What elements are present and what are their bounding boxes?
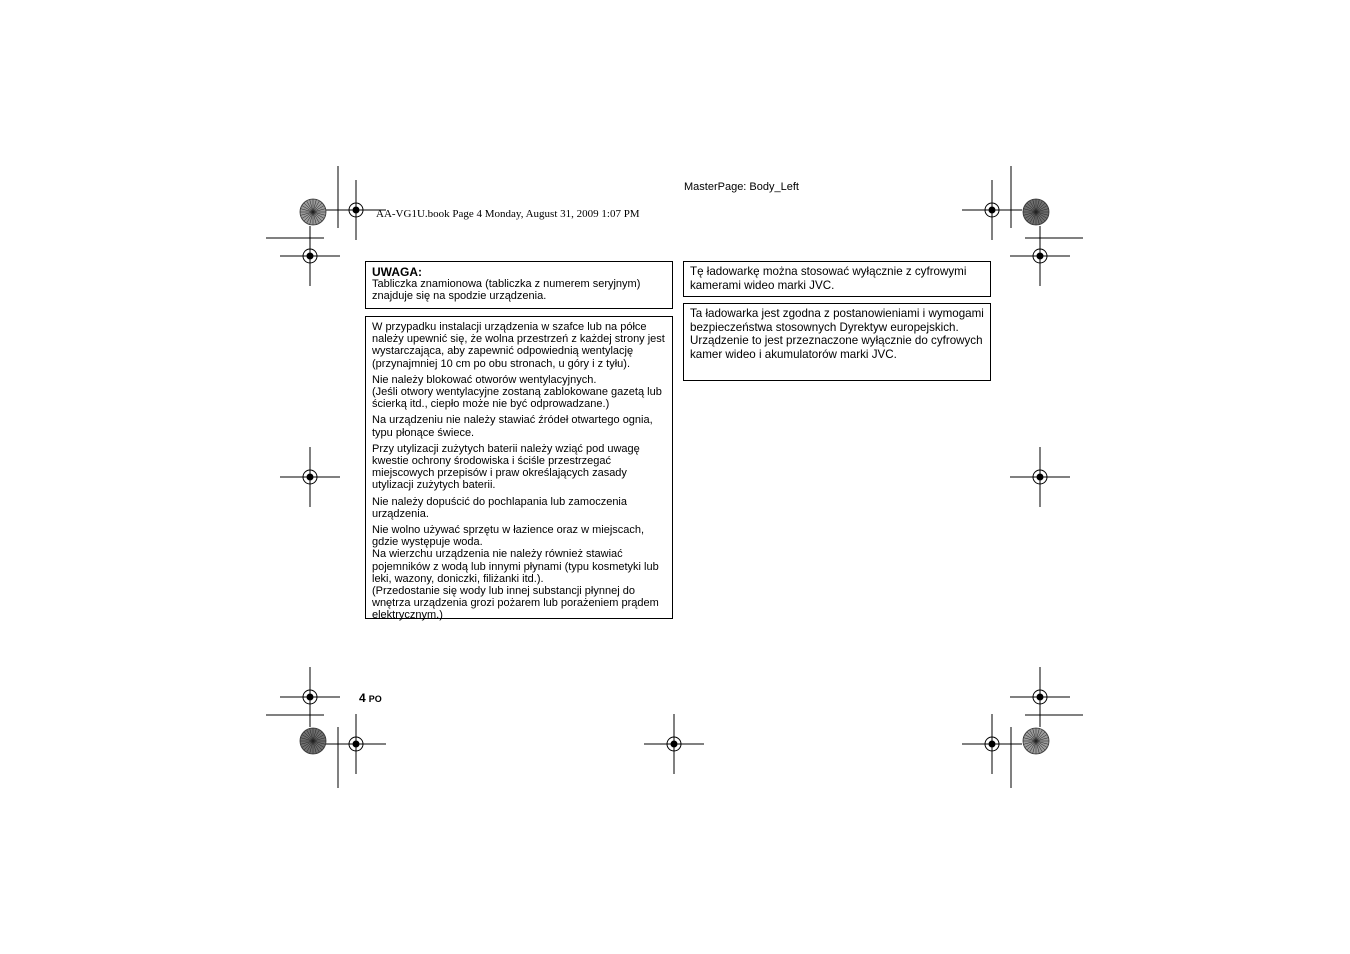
- registration-mark: [280, 447, 340, 507]
- safety-paragraph-open-flame: Na urządzeniu nie należy stawiać źródeł otwartego ognia, typu płonące świece.: [372, 414, 653, 439]
- compliance-paragraph-intended-use: Urządzenie to jest przeznaczone wyłącznie do cyfrowych kamer wideo i akumulatorów marki JVC.: [690, 334, 983, 361]
- registration-mark: [280, 667, 340, 727]
- compliance-paragraph-directives: Ta ładowarka jest zgodna z postanowieniami i wymogami bezpieczeństwa stosownych Dyrektyw europejskich.: [690, 307, 984, 334]
- note-text: Tabliczka znamionowa (tabliczka z numerem seryjnym) znajduje się na spodzie urządzenia.: [372, 278, 641, 303]
- registration-mark: [280, 226, 340, 286]
- safety-paragraph-ventilation-space: W przypadku instalacji urządzenia w szafce lub na półce należy upewnić się, że wolna przestrzeń z każdej strony jest wystarczająca, aby zapewnić odpowiednią wentylację (przynajmniej 10 cm po obu stronach, u góry i z tyłu).: [372, 321, 665, 370]
- note-box: [365, 261, 673, 309]
- usage-text: Tę ładowarkę można stosować wyłącznie z cyfrowymi kamerami wideo marki JVC.: [690, 265, 967, 292]
- star-target-mark: [300, 728, 326, 754]
- page-number-value: 4: [359, 691, 366, 705]
- masterpage-label: MasterPage: Body_Left: [684, 181, 799, 193]
- star-target-mark: [1023, 728, 1049, 754]
- safety-paragraph-batteries: Przy utylizacji zużytych baterii należy wziąć pod uwagę kwestie ochrony środowiska i ściśle przestrzegać miejscowych przepisów i praw określających zasady utylizacji zużytych baterii.: [372, 442, 640, 492]
- registration-mark: [1010, 447, 1070, 507]
- registration-mark: [326, 714, 386, 774]
- registration-mark: [644, 714, 704, 774]
- usage-box: [683, 261, 991, 297]
- note-title: UWAGA:: [372, 265, 422, 279]
- registration-mark: [1010, 226, 1070, 286]
- compliance-box: [683, 303, 991, 381]
- book-info-line: AA-VG1U.book Page 4 Monday, August 31, 2009 1:07 PM: [376, 208, 640, 220]
- star-target-mark: [1023, 199, 1049, 225]
- registration-mark: [962, 180, 1022, 240]
- safety-paragraph-vents: Nie należy blokować otworów wentylacyjnych. (Jeśli otwory wentylacyjne zostaną zablokowane gazetą lub ścierką itd., ciepło może nie być odprowadzane.): [372, 373, 662, 411]
- safety-paragraph-water: Nie wolno używać sprzętu w łazience oraz w miejscach, gdzie występuje woda. Na wierzchu urządzenia nie należy również stawiać pojemników z wodą lub innymi płynami (typu kosmetyki lub leki, wazony, doniczki, filiżanki itd.). (Przedostanie się wody lub innej substancji płynnej do wnętrza urządzenia grozi pożarem lub porażeniem prądem elektrycznym.): [372, 524, 659, 622]
- language-code: PO: [368, 694, 382, 704]
- safety-box: [365, 316, 673, 622]
- registration-mark: [962, 714, 1022, 774]
- star-target-mark: [300, 199, 326, 225]
- safety-paragraph-splashing: Nie należy dopuścić do pochlapania lub zamoczenia urządzenia.: [372, 495, 627, 520]
- page-number: [359, 691, 382, 705]
- registration-mark: [1010, 667, 1070, 727]
